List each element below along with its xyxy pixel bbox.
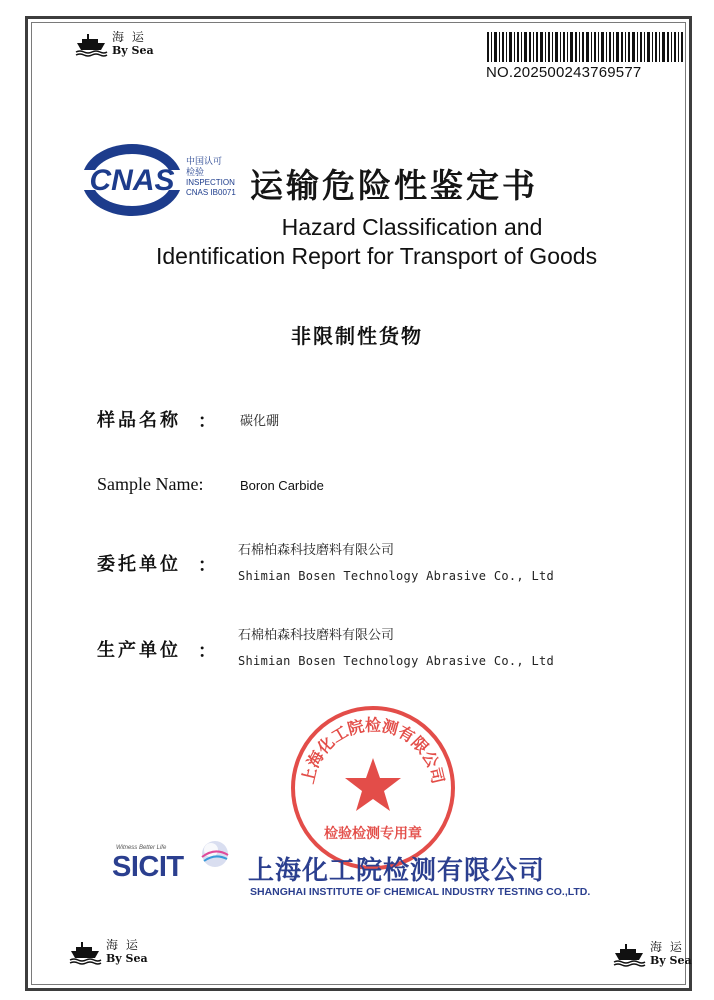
report-title-en-line2: Identification Report for Transport of Goods bbox=[156, 243, 598, 269]
by-sea-cn: 海 运 bbox=[650, 940, 684, 954]
sicit-sphere bbox=[198, 837, 232, 871]
producer-label: 生产单位 bbox=[97, 640, 181, 661]
inspection-seal bbox=[288, 703, 458, 873]
client-label: 委托单位 bbox=[97, 554, 181, 575]
company-name-cn: 上海化工院检测有限公司 bbox=[248, 856, 546, 886]
ship-icon bbox=[612, 941, 646, 967]
cnas-side-cn-1: 中国认可 bbox=[186, 156, 223, 166]
by-sea-badge-top bbox=[74, 30, 154, 57]
client-name-en: Shimian Bosen Technology Abrasive Co., Ltd bbox=[238, 569, 555, 583]
sicit-logo bbox=[112, 845, 184, 884]
producer-name-en: Shimian Bosen Technology Abrasive Co., Ltd bbox=[238, 654, 555, 668]
by-sea-en: By Sea bbox=[112, 44, 154, 57]
by-sea-cn: 海 运 bbox=[112, 30, 146, 44]
cnas-side-en-2: CNAS IB0071 bbox=[186, 188, 236, 197]
sicit-tagline: Witness Better Life bbox=[116, 845, 167, 851]
barcode bbox=[487, 32, 683, 62]
report-title-en-line1: Hazard Classification and bbox=[281, 214, 543, 240]
sample-name-colon: ： bbox=[198, 411, 216, 432]
client-colon: ： bbox=[198, 555, 216, 576]
by-sea-badge-bottom-left bbox=[68, 938, 148, 965]
cnas-side-text bbox=[186, 156, 236, 198]
sicit-logo-text: SICIT bbox=[112, 851, 184, 883]
ship-icon bbox=[68, 939, 102, 965]
client-name-cn: 石棉柏森科技磨料有限公司 bbox=[238, 543, 395, 558]
cnas-side-en-1: INSPECTION bbox=[186, 178, 235, 187]
cnas-side-cn-2: 检验 bbox=[186, 167, 205, 177]
producer-colon: ： bbox=[198, 641, 216, 662]
company-name-en: SHANGHAI INSTITUTE OF CHEMICAL INDUSTRY TESTING CO.,LTD. bbox=[250, 886, 591, 898]
producer-name-cn: 石棉柏森科技磨料有限公司 bbox=[238, 628, 395, 643]
seal-bottom-text: 检验检测专用章 bbox=[324, 826, 422, 842]
ship-icon bbox=[74, 31, 108, 57]
sample-name-cn-label: 样品名称 bbox=[97, 410, 181, 431]
sample-name-en-value: Boron Carbide bbox=[240, 478, 324, 493]
cnas-logo bbox=[78, 140, 186, 220]
by-sea-en: By Sea bbox=[650, 954, 692, 967]
seal-star bbox=[345, 758, 401, 811]
sample-name-en-label: Sample Name: bbox=[97, 474, 204, 494]
by-sea-en: By Sea bbox=[106, 952, 148, 965]
report-title-cn: 运输危险性鉴定书 bbox=[250, 166, 538, 205]
cnas-logo-text: CNAS bbox=[89, 164, 175, 197]
seal-arc-text: 上海化工院检测有限公司 bbox=[298, 715, 448, 786]
by-sea-badge-bottom-right bbox=[612, 940, 692, 967]
sample-name-cn-value: 碳化硼 bbox=[240, 414, 280, 429]
report-subtitle: 非限制性货物 bbox=[291, 324, 423, 348]
by-sea-cn: 海 运 bbox=[106, 938, 140, 952]
report-number: NO.202500243769577 bbox=[486, 64, 642, 81]
